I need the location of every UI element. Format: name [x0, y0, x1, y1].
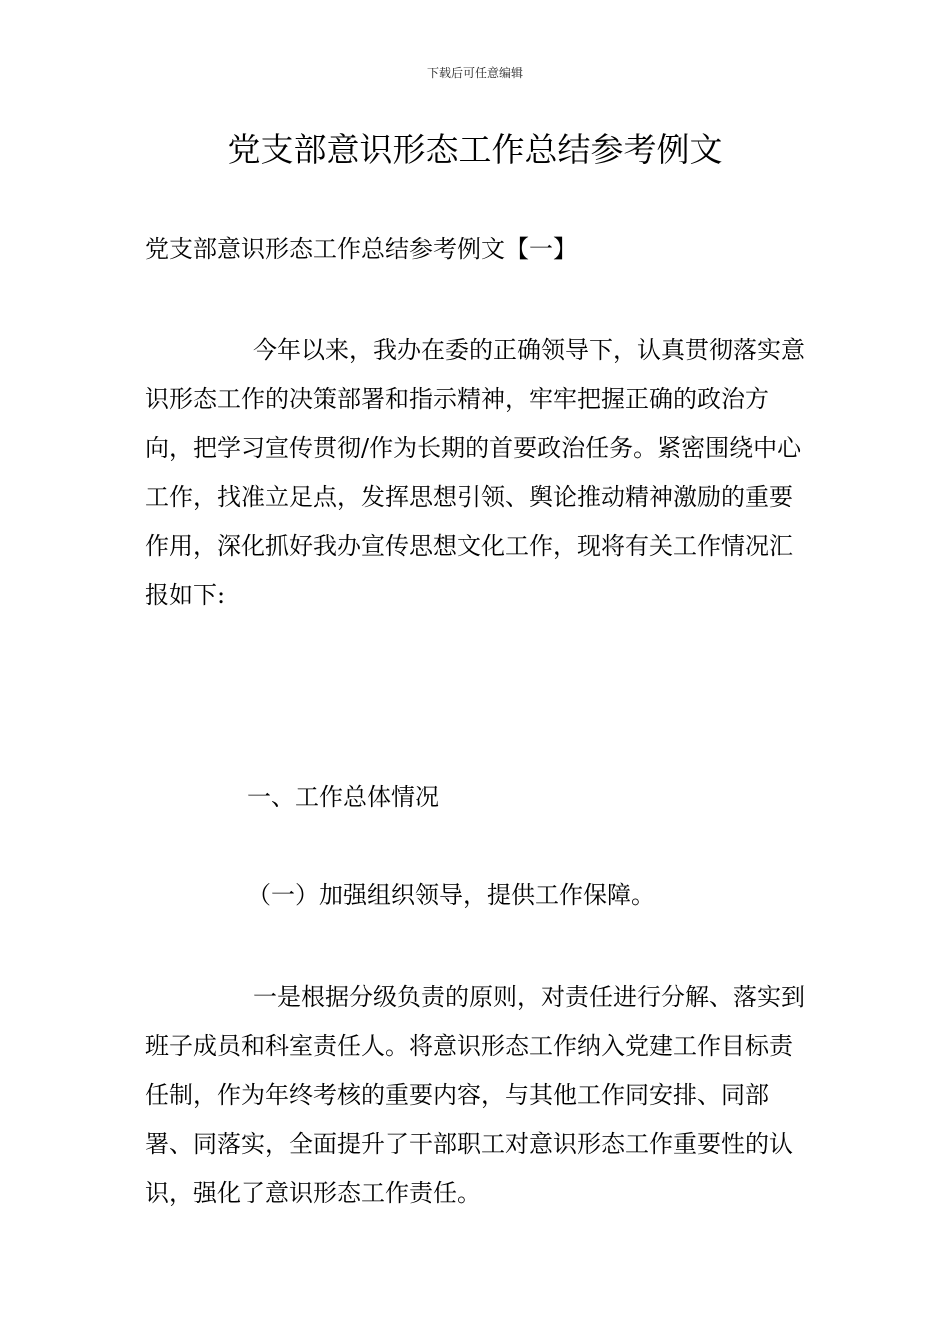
subheading-organization: （一）加强组织领导，提供工作保障。 [247, 881, 655, 909]
heading-work-overview: 一、工作总体情况 [247, 783, 439, 811]
intro-paragraph: 今年以来，我办在委的正确领导下，认真贯彻落实意识形态工作的决策部署和指示精神，牢牢把握正确的政治方向，把学习宣传贯彻/作为长期的首要政治任务。紧密围绕中心工作，找准立足点，发挥思想引领、舆论推动精神激励的重要作用，深化抓好我办宣传思想文化工作，现将有关工作情况汇报如下: [145, 336, 805, 609]
paragraph-responsibility: 一是根据分级负责的原则，对责任进行分解、落实到班子成员和科室责任人。将意识形态工作纳入党建工作目标责任制，作为年终考核的重要内容，与其他工作同安排、同部署、同落实，全面提升了干部职工对意识形态工作重要性的认识，强化了意识形态工作责任。 [145, 983, 805, 1207]
document-title: 党支部意识形态工作总结参考例文 [227, 130, 723, 169]
header-note: 下载后可任意编辑 [426, 66, 523, 80]
section-title: 党支部意识形态工作总结参考例文【一】 [145, 235, 577, 263]
